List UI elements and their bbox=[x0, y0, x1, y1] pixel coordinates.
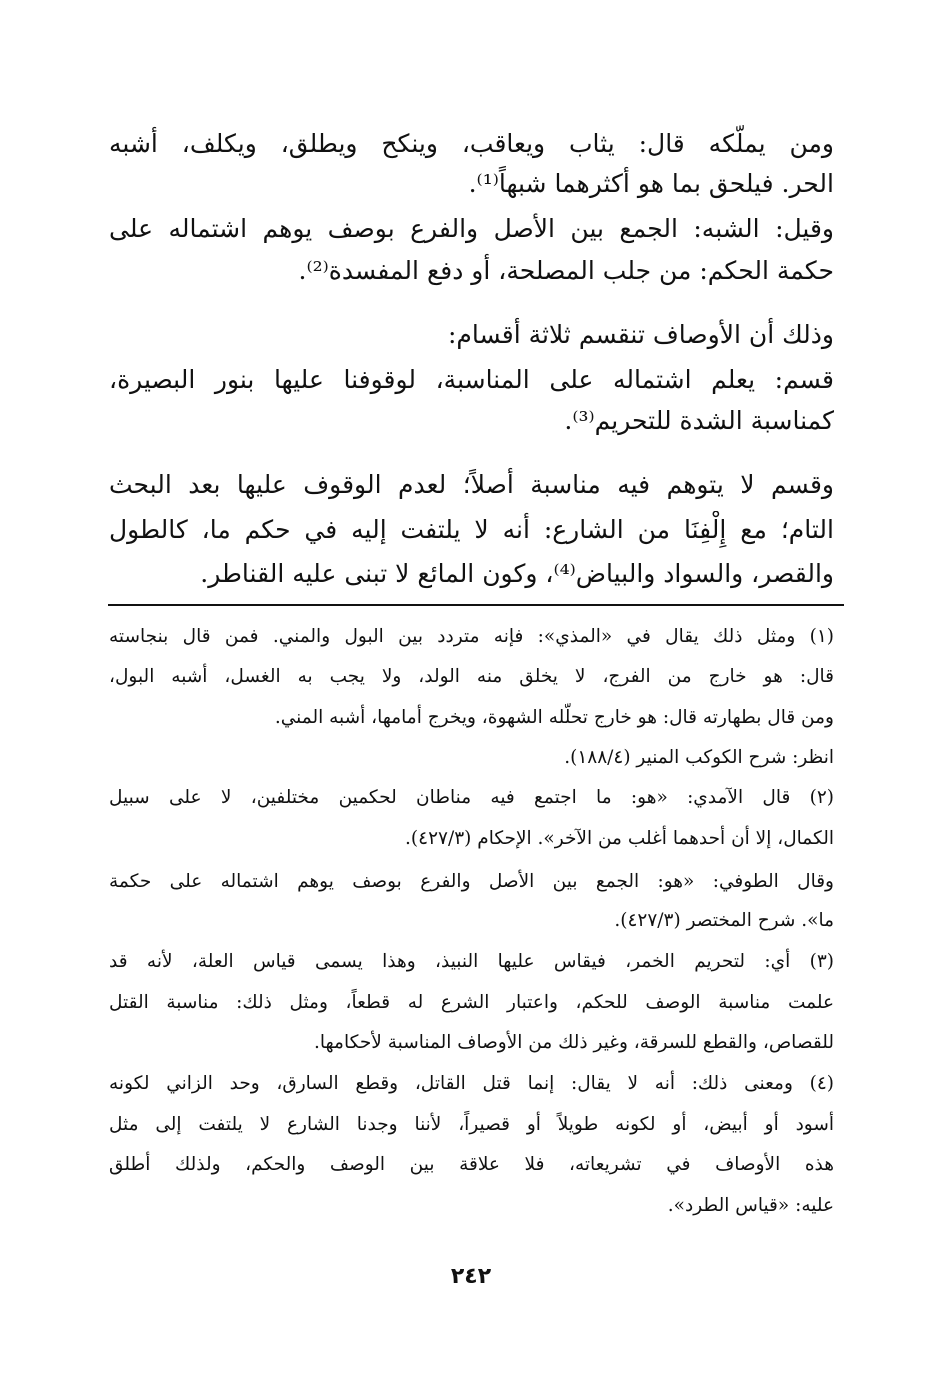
main-line: وقسم لا يتوهم فيه مناسبة أصلاً؛ لعدم الوقوف عليها بعد البحث bbox=[109, 470, 834, 499]
main-line: وذلك أن الأوصاف تنقسم ثلاثة أقسام: bbox=[447, 320, 834, 349]
footnote-line: أسود أو أبيض، أو لكونه طويلاً أو قصيراً، لأننا وجدنا الشارع لا يلتفت إلى مثل bbox=[109, 1114, 834, 1135]
footnote-line: (٢) قال الآمدي: «هو: ما اجتمع فيه مناطان لحكمين مختلفين، لا على سبيل bbox=[109, 787, 834, 808]
page-number: ٢٤٢ bbox=[450, 1264, 492, 1289]
footnote-line: (٣) أي: لتحريم الخمر، فيقاس عليها النبيذ، وهذا يسمى قياس العلة، لأنه قد bbox=[109, 951, 834, 972]
footnote-line: الكمال، إلا أن أحدهما أغلب من الآخر». الإحكام (٤٢٧/٣). bbox=[405, 828, 834, 849]
main-line: والقصر، والسواد والبياض⁽⁴⁾، وكون المائع لا تبنى عليه القناطر. bbox=[200, 559, 834, 588]
footnote-separator bbox=[108, 604, 844, 606]
footnote-line: (٤) ومعنى ذلك: أنه لا يقال: إنما قتل القاتل، وقطع السارق، وحد الزاني لكونه bbox=[109, 1073, 834, 1094]
footnote-line: ومن قال بطهارته قال: هو خارج تحلّله الشهوة، ويخرج أمامها، أشبه المني. bbox=[274, 707, 834, 728]
footnote-line: عليه: «قياس الطرد». bbox=[667, 1195, 834, 1216]
footnote-line: هذه الأوصاف في تشريعاته، فلا علاقة بين الوصف والحكم، ولذلك أطلق bbox=[109, 1154, 834, 1175]
footnote-line: وقال الطوفي: «هو: الجمع بين الأصل والفرع بوصف يوهم اشتماله على حكمة bbox=[109, 871, 834, 892]
footnote-line: للقصاص، والقطع للسرقة، وغير ذلك من الأوصاف المناسبة لأحكامها. bbox=[314, 1032, 834, 1053]
footnote-line: (١) ومثل ذلك يقال في «المذي»: فإنه متردد بين البول والمني. فمن قال بنجاسته bbox=[109, 626, 834, 647]
footnote-line: قال: هو خارج من الفرج، لا يخلق منه الولد، ولا يجب به الغسل، أشبه البول، bbox=[109, 666, 834, 687]
footnote-line: ما». شرح المختصر (٤٢٧/٣). bbox=[614, 910, 834, 931]
footnote-line: علمت مناسبة الوصف للحكم، واعتبار الشرع له قطعاً، ومثل ذلك: مناسبة القتل bbox=[109, 992, 834, 1013]
footnote-line: انظر: شرح الكوكب المنير (١٨٨/٤). bbox=[564, 747, 834, 768]
main-line: وقيل: الشبه: الجمع بين الأصل والفرع بوصف يوهم اشتماله على bbox=[109, 214, 834, 243]
main-line: التام؛ مع إِلْفِنَا من الشارع: أنه لا يلتفت إليه في حكم ما، كالطول bbox=[109, 515, 834, 544]
main-line: كمناسبة الشدة للتحريم⁽³⁾. bbox=[564, 406, 834, 435]
main-line: الحر. فيلحق بما هو أكثرهما شبهاً⁽¹⁾. bbox=[468, 169, 834, 198]
main-line: قسم: يعلم اشتماله على المناسبة، لوقوفنا عليها بنور البصيرة، bbox=[109, 365, 834, 394]
main-line: ومن يملّكه قال: يثاب ويعاقب، وينكح ويطلق، ويكلف، أشبه bbox=[109, 129, 834, 158]
main-line: حكمة الحكم: من جلب المصلحة، أو دفع المفسدة⁽²⁾. bbox=[298, 256, 834, 285]
